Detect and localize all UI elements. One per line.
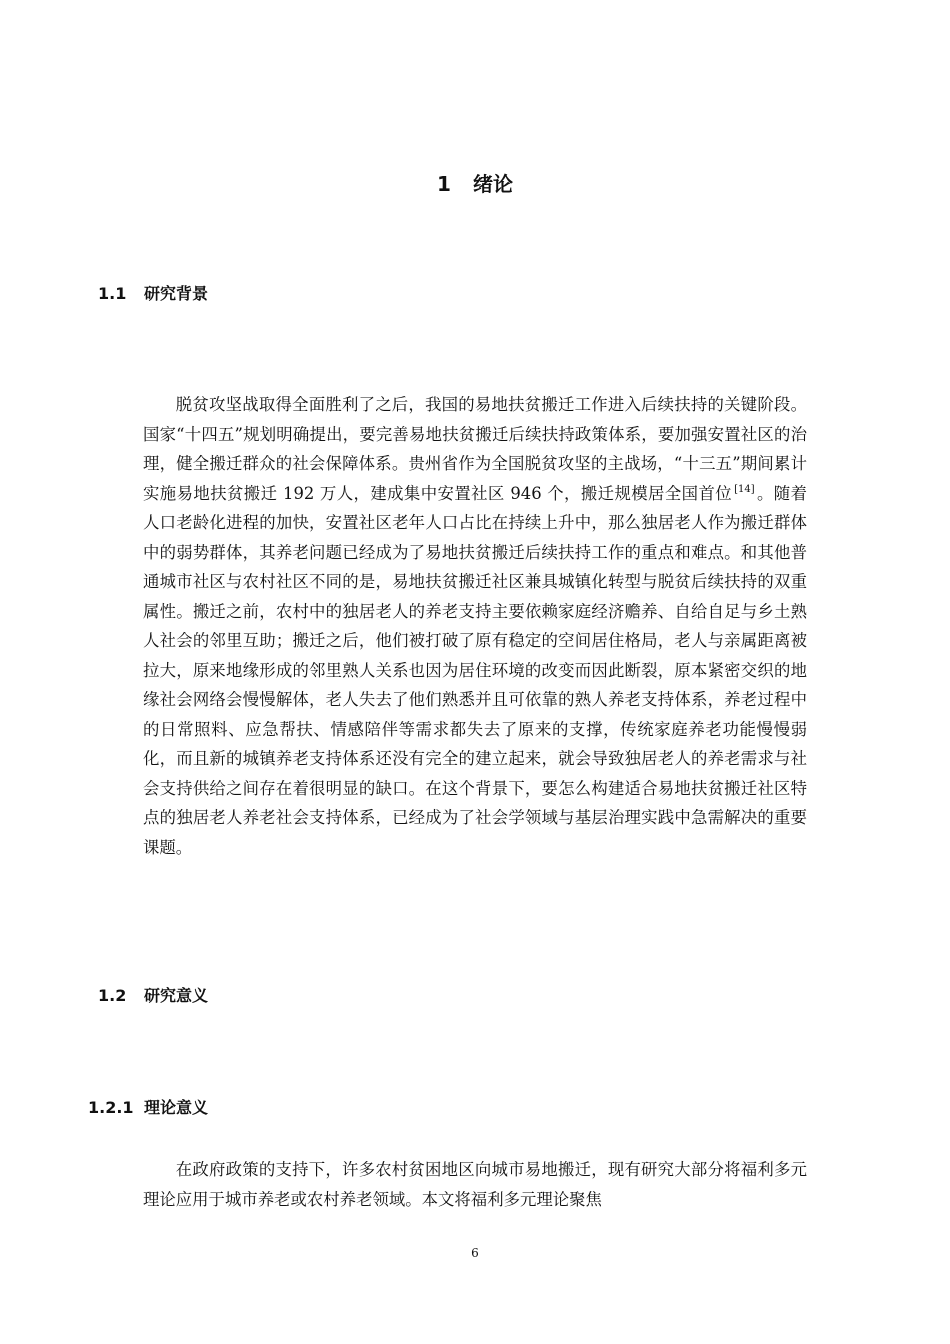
paragraph-text: 在政府政策的支持下，许多农村贫困地区向城市易地搬迁，现有研究大部分将福利多元理论应用于城市养老或农村养老领域。本文将福利多元理论聚焦 [143,1160,807,1209]
paragraph-text: 脱贫攻坚战取得全面胜利了之后，我国的易地扶贫搬迁工作进入后续扶持的关键阶段。国家“十四五”规划明确提出，要完善易地扶贫搬迁后续扶持政策体系，要加强安置社区的治理，健全搬迁群众的社会保障体系。贵州省作为全国脱贫攻坚的主战场，“十三五”期间累计实施易地扶贫搬迁 192 万人，建成集中安置社区 946 个，搬迁规模居全国首位 [143,395,807,503]
section-title: 研究意义 [144,986,209,1005]
citation-ref: [14] [734,483,755,495]
section-number: 1.2 [98,986,127,1005]
subsection-title: 理论意义 [144,1098,209,1117]
section-heading-1-1 [98,283,208,305]
chapter-title [0,170,950,198]
body-paragraph [143,1155,807,1214]
section-heading-1-2 [98,985,208,1007]
subsection-number: 1.2.1 [88,1098,134,1117]
chapter-title-text: 绪论 [472,172,513,196]
page-number: 6 [471,1246,479,1260]
section-title: 研究背景 [144,284,209,303]
chapter-number: 1 [437,172,451,196]
subsection-heading-1-2-1 [88,1097,208,1119]
body-paragraph [143,390,807,862]
paragraph-text: 。随着人口老龄化进程的加快，安置社区老年人口占比在持续上升中，那么独居老人作为搬迁群体中的弱势群体，其养老问题已经成为了易地扶贫搬迁后续扶持工作的重点和难点。和其他普通城市社区与农村社区不同的是，易地扶贫搬迁社区兼具城镇化转型与脱贫后续扶持的双重属性。搬迁之前，农村中的独居老人的养老支持主要依赖家庭经济赡养、自给自足与乡土熟人社会的邻里互助；搬迁之后，他们被打破了原有稳定的空间居住格局，老人与亲属距离被拉大，原来地缘形成的邻里熟人关系也因为居住环境的改变而因此断裂，原本紧密交织的地缘社会网络会慢慢解体，老人失去了他们熟悉并且可依靠的熟人养老支持体系，养老过程中的日常照料、应急帮扶、情感陪伴等需求都失去了原来的支撑，传统家庭养老功能慢慢弱化，而且新的城镇养老支持体系还没有完全的建立起来，就会导致独居老人的养老需求与社会支持供给之间存在着很明显的缺口。在这个背景下，要怎么构建适合易地扶贫搬迁社区特点的独居老人养老社会支持体系，已经成为了社会学领域与基层治理实践中急需解决的重要课题。 [143,483,807,857]
section-number: 1.1 [98,284,127,303]
